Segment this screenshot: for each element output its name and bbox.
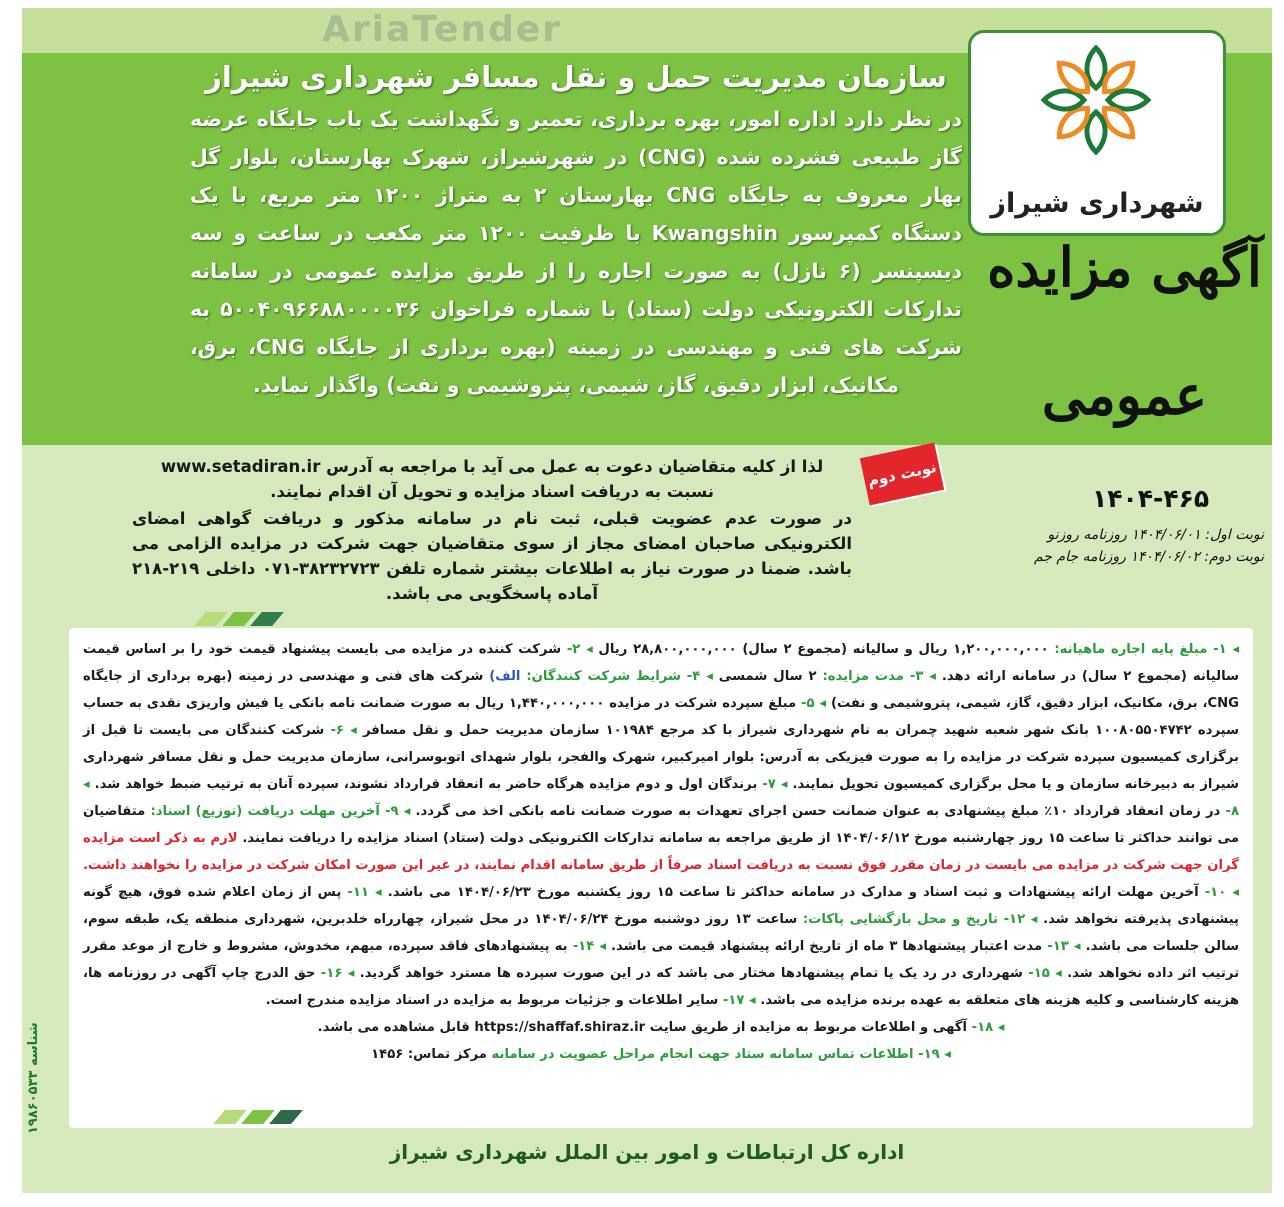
term-item (266, 993, 756, 1008)
calligraphy-line-1: آگهی مزایده (987, 235, 1262, 299)
term-heading: ۱- مبلغ پایه اجاره ماهیانه: (1054, 642, 1227, 657)
ad-id: شناسه ۱۹۸۶۰۵۳۳ (26, 1022, 41, 1134)
arrow-icon: ◂ (1226, 885, 1239, 900)
arrow-icon: ◂ (775, 777, 788, 792)
logo-text: شهرداری شیراز (990, 188, 1204, 219)
municipality-logo (968, 30, 1226, 236)
term-number: ۱۸- (971, 1020, 994, 1035)
term-text: متقاضیان می توانند حداکثر تا ساعت ۱۵ روز چهارشنبه مورخ ۱۴۰۴/۰۶/۱۲ از طریق مراجعه به سامانه تدارکات الکترونیکی دولت (ستاد) اسناد مزایده را دریافت نمایند. (83, 804, 1239, 846)
emblem-petal (1044, 91, 1084, 109)
term-number: ۱۰- (1204, 885, 1227, 900)
header-body: در نظر دارد اداره امور، بهره برداری، تعمیر و نگهداشت یک باب جایگاه عرضه گاز طبیعی فشرده شده (CNG) در شهرشیراز، شهرک بهارستان، بلوار گل بهار معروف به جایگاه CNG بهارستان ۲ به متراژ ۱۲۰۰ متر مربع، با یک دستگاه کمپرسور Kwangshin با ظرفیت ۱۲۰۰ متر مکعب در ساعت و سه دیسپنسر (۶ نازل) به صورت اجاره را از طریق مزایده عمومی در سامانه تدارکات الکترونیکی دولت (ستاد) با شماره فراخوان ۵۰۰۴۰۹۶۶۸۸۰۰۰۰۳۶ به شرکت های فنی و مهندسی در زمینه (بهره برداری از جایگاه CNG، برق، مکانیک، ابزار دقیق، گاز، شیمی، پتروشیمی و نفت) واگذار نماید. (190, 107, 962, 397)
term-text: ۲ سال شمسی (718, 669, 817, 684)
term-number: ۵- (801, 696, 815, 711)
terms-list (83, 636, 1239, 1068)
term-number: ۱۶- (320, 966, 343, 981)
invitation-text (132, 454, 852, 606)
arrow-icon: ◂ (814, 696, 827, 711)
footer-department: اداره کل ارتباطات و امور بین الملل شهرداری شیراز (389, 1140, 905, 1164)
term-text: ساعت ۱۳ روز دوشنبه مورخ ۱۴۰۴/۰۶/۲۴ در محل شیراز، چهارراه خلدبرین، شهرداری منطقه یک، طبقه سوم، سالن جلسات می باشد. (83, 912, 1240, 954)
membership-note: در صورت عدم عضویت قبلی، ثبت نام در سامانه مذکور و دریافت گواهی امضای الکترونیکی صاحبان امضای مجاز از سوی متقاضیان جهت شرکت در مزایده الزامی می باشد. ضمنا در صورت نیاز به اطلاعات بیشتر شماره تلفن ۳۸۲۳۲۷۲۳-۰۷۱ داخلی ۲۱۹-۲۱۸ آماده پاسخگویی می باشد. (132, 509, 852, 603)
term-item (713, 669, 936, 684)
term-text: پس از زمان اعلام شده فوق، هیچ گونه پیشنهادی پذیرفته نخواهد شد. (83, 885, 1239, 927)
arrow-icon: ◂ (368, 885, 382, 900)
arrow-icon: ◂ (343, 723, 357, 738)
term-text: برندگان اول و دوم مزایده هرگاه حاضر به انعقاد قرارداد نشوند، سپرده آنان به ترتیب ضبط خواهد شد. (94, 777, 758, 792)
auction-calligraphy (977, 236, 1272, 436)
arrow-icon: ◂ (939, 1047, 951, 1062)
publication-dates (1002, 524, 1264, 568)
term-number: ۱۵- (1028, 966, 1050, 981)
arrow-icon: ◂ (1226, 642, 1240, 657)
term-number: ۱۷- (722, 993, 745, 1008)
ad-number: ۱۴۰۴-۴۶۵ (1092, 484, 1210, 513)
invitation-line-1: لذا از کلیه متقاضیان دعوت به عمل می آید با مراجعه به آدرس www.setadiran.ir (160, 457, 824, 476)
arrow-icon: ◂ (342, 966, 355, 981)
arrow-icon: ◂ (594, 939, 606, 954)
term-item (354, 966, 1061, 981)
arrow-icon: ◂ (923, 669, 936, 684)
arrow-icon: ◂ (1049, 966, 1062, 981)
decorative-stripes-top (200, 612, 278, 626)
term-heading: ۹- آخرین مهلت دریافت (توزیع) اسناد: (150, 804, 399, 819)
invitation-line-2: نسبت به دریافت اسناد مزایده و تحویل آن اقدام نمایند. (270, 482, 714, 501)
term-text: شرکت های فنی و مهندسی در زمینه (بهره برداری از جایگاه CNG، برق، مکانیک، ابزار دقیق، گاز، شیمی، پتروشیمی و نفت) (83, 669, 1239, 711)
term-text: مدت اعتبار پیشنهادها ۳ ماه از تاریخ ارائه پیشنهاد قیمت می باشد. (611, 939, 1043, 954)
arrow-icon: ◂ (993, 1020, 1005, 1035)
advertisement-sheet (22, 8, 1272, 1193)
organization-title: سازمان مدیریت حمل و نقل مسافر شهرداری شیراز (205, 60, 947, 94)
terms-box (69, 628, 1253, 1128)
emblem-petal (1108, 91, 1148, 109)
watermark: AriaTender (322, 9, 563, 50)
decorative-stripes-bottom (219, 1110, 297, 1124)
second-publication: نوبت دوم: ۱۴۰۴/۰۶/۰۲ روزنامه جام جم (1033, 549, 1264, 565)
emblem-petal (1087, 48, 1105, 88)
term-item (606, 939, 1081, 954)
term-number: ۲- (566, 642, 581, 657)
term-number: ۱۱- (347, 885, 369, 900)
term-number: ۸- (1225, 804, 1240, 819)
header-text (190, 58, 962, 404)
term-text: شرکت کنندگان می بایست تا قبل از برگزاری کمیسیون سپرده شرکت در مزایده را به صورت فیزیکی به آدرس: بلوار امیرکبیر، شهرک والفجر، بلوار شهدای اتوبوسرانی، سازمان مدیریت حمل و نقل مسافر شهرداری شیراز به دبیرخانه سازمان و یا محل برگزاری کمیسیون تحویل نمایند. (83, 723, 1240, 792)
arrow-icon: ◂ (1068, 939, 1081, 954)
term-text: شهرداری در رد یک یا تمام پیشنهادها مختار می باشد که در این صورت سپرده ها مسترد خواهد گردید. (359, 966, 1023, 981)
arrow-icon: ◂ (700, 669, 713, 684)
term-text: آخرین مهلت ارائه پیشنهادات و ثبت اسناد و مدارک در سامانه حداکثر تا ساعت ۱۵ روز یکشنبه مورخ ۱۴۰۴/۰۶/۲۳ می باشد. (387, 885, 1199, 900)
term-text: مبلغ سپرده شرکت در مزایده ۱,۴۴۰,۰۰۰,۰۰۰ ریال به صورت ضمانت نامه بانکی یا فیش واریزی نقدی به حساب سپرده ۱۰۰۸۰۵۵۰۴۷۴۲ بانک شهر شعبه شهید چمران به نام شهرداری شیراز با کد مرجع ۱۰۱۹۸۴ سازمان مدیریت حمل و نقل مسافر (83, 696, 1240, 738)
term-heading: ۱۲- تاریخ و محل بازگشایی پاکات: (802, 912, 1026, 927)
arrow-icon: ◂ (580, 642, 593, 657)
term-number: ۱۴- (572, 939, 595, 954)
arrow-icon: ◂ (83, 777, 90, 792)
arrow-icon: ◂ (1025, 912, 1038, 927)
calligraphy-line-2: عمومی (1041, 363, 1208, 427)
term-heading: ۱۹- اطلاعات تماس سامانه ستاد جهت انجام مراحل عضویت در سامانه (491, 1047, 940, 1062)
flower-emblem-icon (1041, 45, 1151, 155)
term-item (90, 777, 788, 792)
term-heading: ۳- مدت مزایده: (822, 669, 924, 684)
term-item (83, 1014, 1239, 1041)
second-notice-badge: نوبت دوم (860, 443, 944, 506)
term-text: به پیشنهادهای فاقد سپرده، مبهم، مخدوش، مشروط و خارج از موعد مقرر ترتیب اثر داده نخواهد شد. (83, 939, 1240, 981)
term-heading: ۴- شرایط شرکت کنندگان: (526, 669, 701, 684)
term-text: مرکز تماس: ۱۴۵۶ (371, 1047, 487, 1062)
term-item (83, 1041, 1239, 1068)
term-item (593, 642, 1239, 657)
term-item (382, 885, 1239, 900)
term-number: ۱۳- (1047, 939, 1069, 954)
term-number: ۶- (330, 723, 344, 738)
term-text: شرکت کننده در مزایده می بایست پیشنهاد قیمت خود را بر اساس قیمت سالیانه (مجموع ۲ سال) در سامانه ارائه دهد. (83, 642, 1240, 684)
term-text: ۱,۲۰۰,۰۰۰,۰۰۰ ریال و سالیانه (مجموع ۲ سال) ۲۸,۸۰۰,۰۰۰,۰۰۰ ریال (598, 642, 1049, 657)
term-text: آگهی و اطلاعات مربوط به مزایده از طریق سایت https://shaffaf.shiraz.ir قابل مشاهده می باشد. (317, 1020, 967, 1035)
arrow-icon: ◂ (398, 804, 411, 819)
lower-section (22, 628, 1272, 1166)
term-subheading: الف) (489, 669, 521, 684)
term-warning: لازم به ذکر است مزایده گران جهت شرکت در مزایده می بایست در زمان مقرر فوق نسبت به دریافت اسناد صرفاً از طریق سامانه اقدام نمایند، در غیر این صورت امکان شرکت در مزایده را نخواهند داشت. (83, 831, 1239, 873)
first-publication: نوبت اول: ۱۴۰۴/۰۶/۰۱ روزنامه روزنو (1047, 527, 1264, 543)
term-text: حق الدرج چاپ آگهی در روزنامه ها، هزینه کارشناسی و کلیه هزینه های متعلقه به عهده برنده مزایده می باشد. (83, 966, 1239, 1008)
term-text: سایر اطلاعات و جزئیات مربوط به مزایده در اسناد مزایده مندرج است. (265, 993, 719, 1008)
emblem-petal (1087, 112, 1105, 152)
arrow-icon: ◂ (744, 993, 756, 1008)
term-text: در زمان انعقاد قرارداد ۱۰٪ مبلغ پیشنهادی به عنوان ضمانت حسن اجرای تعهدات به صورت ضمانت نامه بانکی اخذ می گردد. (415, 804, 1221, 819)
term-number: ۷- (762, 777, 776, 792)
